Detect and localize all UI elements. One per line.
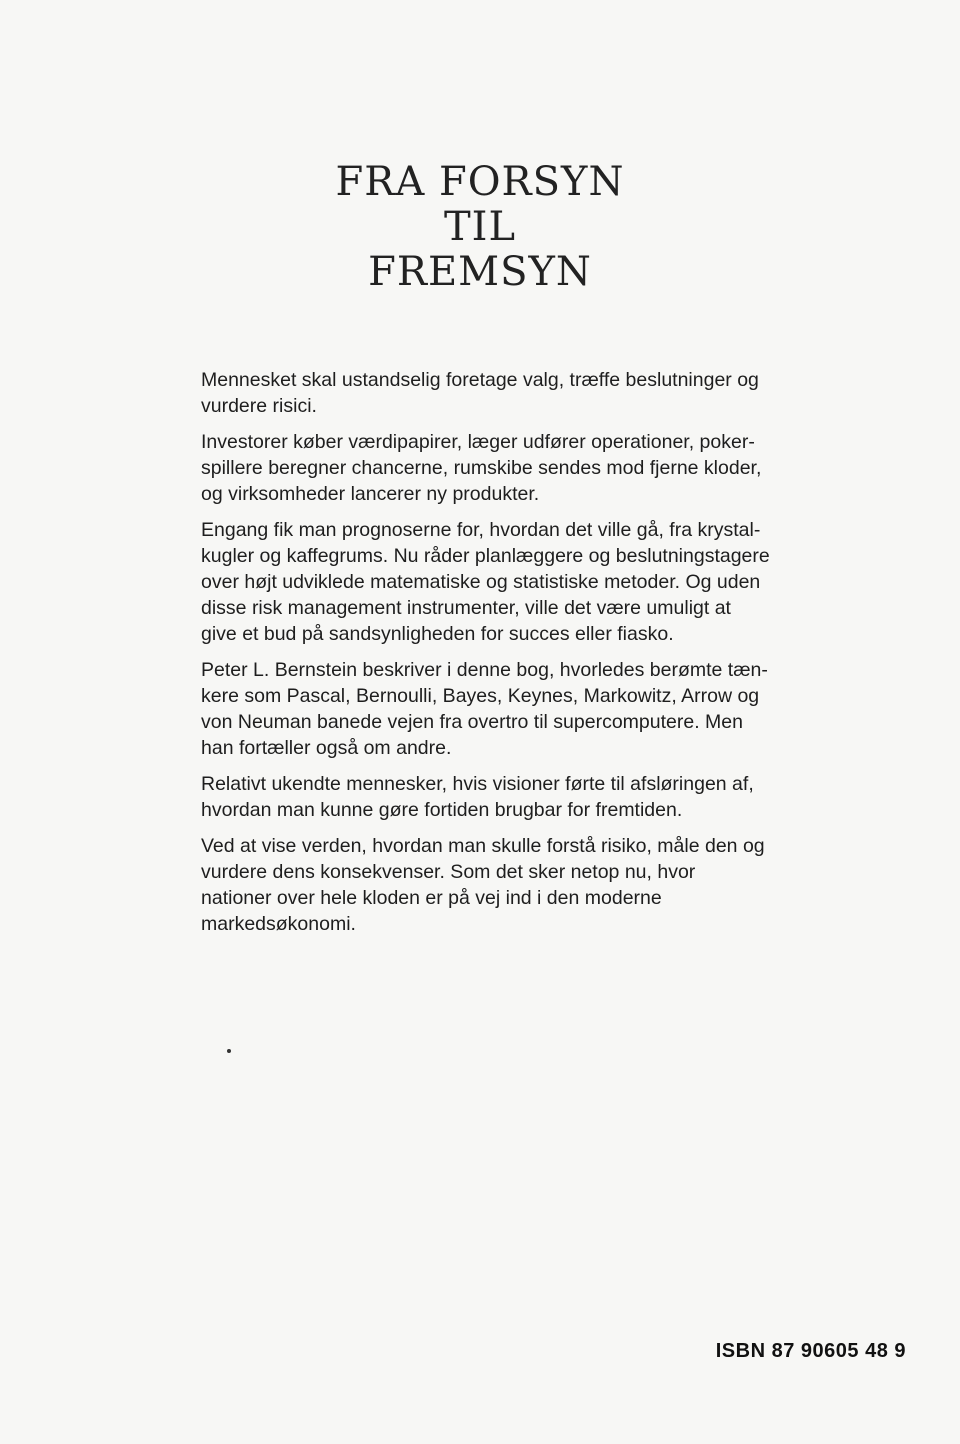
title-line-1: FRA FORSYN [335,159,625,205]
blurb-paragraph-5: Relativt ukendte mennesker, hvis visioner førte til afsløringen af, hvordan man kunne gøre fortiden brugbar for fremtiden. [201,773,754,821]
blurb-paragraph-1: Mennesket skal ustandselig foretage valg, træffe beslutninger og vurdere risici. [201,369,759,417]
blurb-paragraph-6: Ved at vise verden, hvordan man skulle forstå risiko, måle den og vurdere dens konsekvenser. Som det sker netop nu, hvor nationer over hele kloden er på vej ind i den moderne markedsøkonomi. [201,835,765,935]
blurb [201,367,771,947]
blurb-paragraph-4: Peter L. Bernstein beskriver i denne bog, hvorledes berømte tænkere som Pascal, Bernoulli, Bayes, Keynes, Markowitz, Arrow og von Neuman banede vejen fra overtro til supercomputere. Men han fortæller også om andre. [201,659,768,759]
book-title [0,160,960,295]
title-line-2: TIL [443,204,517,250]
print-speck [227,1049,231,1053]
title-line-3: FREMSYN [368,249,592,295]
blurb-paragraph-3: Engang fik man prognoserne for, hvordan det ville gå, fra krystalkugler og kaffegrums. Nu råder planlæggere og beslutningstagere over højt udviklede matematiske og statistiske metoder. Og uden disse risk management instrumenter, ville det være umuligt at give et bud på sandsynligheden for succes eller fiasko. [201,519,770,645]
isbn-number: ISBN 87 90605 48 9 [715,1340,906,1362]
blurb-paragraph-2: Investorer køber værdipapirer, læger udfører operationer, pokerspillere beregner chancerne, rumskibe sendes mod fjerne kloder, og virksomheder lancerer ny produkter. [201,431,762,505]
